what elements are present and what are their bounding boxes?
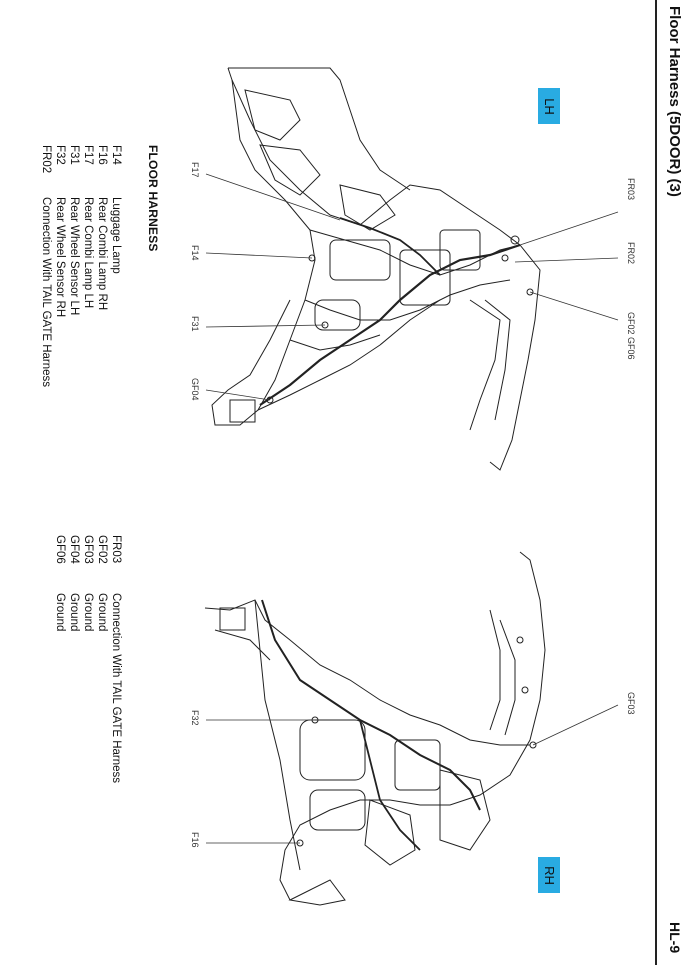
leader-f17 <box>206 174 340 220</box>
callout-gf04: GF04 <box>190 378 200 401</box>
leader-gf03 <box>533 705 618 745</box>
callout-f17: F17 <box>190 162 200 178</box>
legend-row-f32: F32Rear Wheel Sensor RH <box>54 145 66 318</box>
page-number: HL-9 <box>667 922 683 954</box>
callout-leaders <box>206 174 618 843</box>
callout-fr02: FR02 <box>626 242 636 265</box>
legend-row-fr03: FR03Connection With TAIL GATE Harness <box>110 535 122 784</box>
page-title: Floor Harness (5DOOR) (3) <box>666 6 683 197</box>
rh-body-panel <box>205 552 545 905</box>
legend-row-f14: F14Luggage Lamp <box>110 145 122 274</box>
lh-view-label: LH <box>541 97 557 115</box>
legend-row-f17: F17Rear Combi Lamp LH <box>82 145 94 309</box>
leader-f31 <box>206 325 325 327</box>
callout-f16: F16 <box>190 832 200 848</box>
callout-gf02-gf06: GF02 GF06 <box>626 312 636 360</box>
legend-heading: FLOOR HARNESS <box>146 145 160 252</box>
rh-view-label: RH <box>541 865 557 885</box>
callout-fr03: FR03 <box>626 178 636 201</box>
legend-row-gf06: GF06Ground <box>54 535 66 632</box>
leader-fr03 <box>520 212 618 245</box>
legend-row-f31: F31Rear Wheel Sensor LH <box>68 145 80 316</box>
legend-row-gf02: GF02Ground <box>96 535 108 632</box>
legend-row-gf03: GF03Ground <box>82 535 94 632</box>
legend-row-fr02: FR02Connection With TAIL GATE Harness <box>40 145 52 388</box>
leader-gf02-gf06 <box>530 292 618 320</box>
callout-f32: F32 <box>190 710 200 726</box>
callout-gf03: GF03 <box>626 692 636 715</box>
leader-f14 <box>206 253 312 258</box>
legend-row-gf04: GF04Ground <box>68 535 80 632</box>
legend-left-column <box>39 145 123 387</box>
legend-right-column <box>53 535 123 783</box>
leader-gf04 <box>206 390 270 400</box>
lh-body-panel <box>212 68 540 470</box>
callout-f14: F14 <box>190 245 200 261</box>
legend-row-f16: F16Rear Combi Lamp RH <box>96 145 108 311</box>
callout-f31: F31 <box>190 316 200 332</box>
